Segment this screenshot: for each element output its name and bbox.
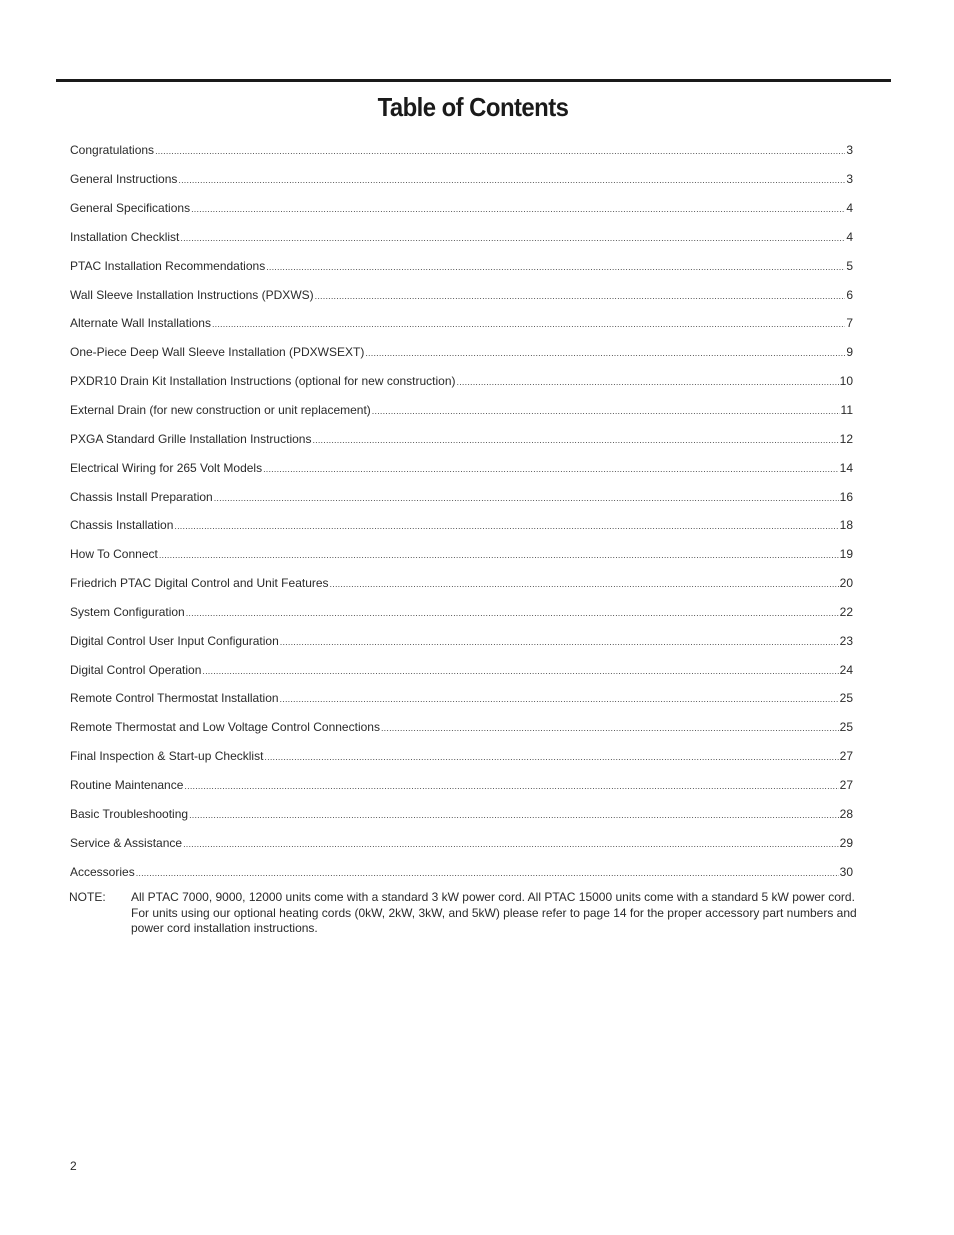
toc-entry[interactable] [70,223,853,252]
toc-leader-dots [315,291,846,301]
note-text: All PTAC 7000, 9000, 12000 units come with a standard 3 kW power cord. All PTAC 15000 units come with a standard 5 kW power cord. For units using our optional heating cords (0kW, 2kW, 3kW, and 5kW) please refer to page 14 for the proper accessory part numbers and power cord installation instructions. [131,890,857,935]
toc-entry-page: 4 [846,201,853,216]
toc-leader-dots [372,406,840,416]
toc-entry-label: Accessories [70,864,135,879]
toc-entry-label: Friedrich PTAC Digital Control and Unit Features [70,576,329,591]
toc-entry-page: 7 [846,316,853,331]
toc-entry-page: 14 [839,460,853,475]
top-rule [56,79,891,82]
toc-entry[interactable] [70,396,853,425]
toc-entry-label: External Drain (for new construction or unit replacement) [70,403,371,418]
toc-entry[interactable] [70,367,853,396]
toc-entry-page: 27 [839,777,853,792]
toc-entry[interactable] [70,165,853,194]
toc-entry[interactable] [70,511,853,540]
toc-entry[interactable] [70,482,853,511]
toc-entry[interactable] [70,540,853,569]
power-cord-note [69,890,859,937]
toc-entry-label: Wall Sleeve Installation Instructions (PDXWS) [70,287,314,302]
toc-leader-dots [180,233,845,243]
toc-entry-label: PXGA Standard Grille Installation Instructions [70,431,312,446]
toc-entry-page: 28 [839,806,853,821]
toc-entry[interactable] [70,598,853,627]
toc-entry-page: 30 [839,864,853,879]
toc-leader-dots [457,377,839,387]
toc-entry-label: Final Inspection & Start-up Checklist [70,749,264,764]
toc-leader-dots [381,723,839,733]
toc-entry-page: 22 [839,604,853,619]
toc-entry[interactable] [70,684,853,713]
toc-entry-page: 25 [839,691,853,706]
toc-entry-page: 29 [839,835,853,850]
toc-entry[interactable] [70,626,853,655]
toc-entry-label: General Instructions [70,172,178,187]
toc-leader-dots [214,493,839,503]
toc-entry-label: Basic Troubleshooting [70,806,189,821]
toc-leader-dots [263,464,839,474]
toc-entry-page: 3 [846,143,853,158]
toc-entry[interactable] [70,280,853,309]
toc-entry-page: 23 [839,633,853,648]
toc-entry[interactable] [70,338,853,367]
toc-leader-dots [189,810,839,820]
toc-entry-page: 9 [846,345,853,360]
toc-entry-page: 27 [839,749,853,764]
toc-entry[interactable] [70,857,853,886]
toc-leader-dots [312,435,838,445]
toc-entry[interactable] [70,799,853,828]
toc-entry-page: 18 [839,518,853,533]
toc-entry-page: 12 [839,431,853,446]
toc-leader-dots [330,579,839,589]
toc-entry[interactable] [70,136,853,165]
toc-entry-label: Remote Thermostat and Low Voltage Control Connections [70,720,380,735]
toc-leader-dots [184,781,838,791]
toc-entry-label: Digital Control Operation [70,662,202,677]
toc-leader-dots [202,666,838,676]
toc-leader-dots [264,752,838,762]
toc-entry-page: 3 [846,172,853,187]
toc-entry-page: 4 [846,229,853,244]
toc-entry-label: Electrical Wiring for 265 Volt Models [70,460,263,475]
toc-entry[interactable] [70,655,853,684]
toc-entry-label: General Specifications [70,201,191,216]
toc-leader-dots [191,204,845,214]
toc-entry[interactable] [70,309,853,338]
toc-entry-label: Chassis Install Preparation [70,489,213,504]
toc-leader-dots [266,262,845,272]
toc-entry-page: 5 [846,258,853,273]
toc-entry-label: Service & Assistance [70,835,183,850]
toc-entry-label: Routine Maintenance [70,777,184,792]
toc-entry-label: Congratulations [70,143,155,158]
toc-entry-label: Installation Checklist [70,229,180,244]
toc-entry[interactable] [70,771,853,800]
toc-entry-label: Alternate Wall Installations [70,316,211,331]
toc-leader-dots [174,521,838,531]
toc-entry-page: 10 [839,374,853,389]
toc-entry[interactable] [70,424,853,453]
note-label: NOTE: [69,890,106,904]
toc-entry-page: 6 [846,287,853,302]
toc-entry[interactable] [70,713,853,742]
toc-leader-dots [178,175,845,185]
toc-leader-dots [183,839,839,849]
toc-entry-label: One-Piece Deep Wall Sleeve Installation (PDXWSEXT) [70,345,365,360]
toc-entry-label: How To Connect [70,547,158,562]
toc-leader-dots [280,694,839,704]
toc-entry-page: 11 [840,403,853,418]
toc-entry[interactable] [70,251,853,280]
toc-entry-label: Digital Control User Input Configuration [70,633,279,648]
toc-entry[interactable] [70,453,853,482]
toc-leader-dots [186,608,839,618]
toc-entry-page: 24 [839,662,853,677]
toc-leader-dots [155,146,845,156]
toc-entry-label: System Configuration [70,604,185,619]
toc-leader-dots [365,348,845,358]
toc-leader-dots [212,319,845,329]
table-of-contents [70,136,853,886]
toc-entry[interactable] [70,742,853,771]
toc-entry-label: PTAC Installation Recommendations [70,258,266,273]
toc-entry-label: PXDR10 Drain Kit Installation Instructions (optional for new construction) [70,374,456,389]
toc-entry[interactable] [70,569,853,598]
toc-entry-page: 19 [839,547,853,562]
toc-leader-dots [136,868,839,878]
toc-entry-page: 16 [839,489,853,504]
toc-entry-label: Remote Control Thermostat Installation [70,691,279,706]
toc-entry[interactable] [70,828,853,857]
toc-entry-label: Chassis Installation [70,518,174,533]
toc-leader-dots [280,637,839,647]
toc-leader-dots [159,550,839,560]
toc-entry[interactable] [70,194,853,223]
toc-entry-page: 25 [839,720,853,735]
page-number: 2 [70,1159,77,1173]
page-title: Table of Contents [377,92,569,122]
toc-entry-page: 20 [839,576,853,591]
